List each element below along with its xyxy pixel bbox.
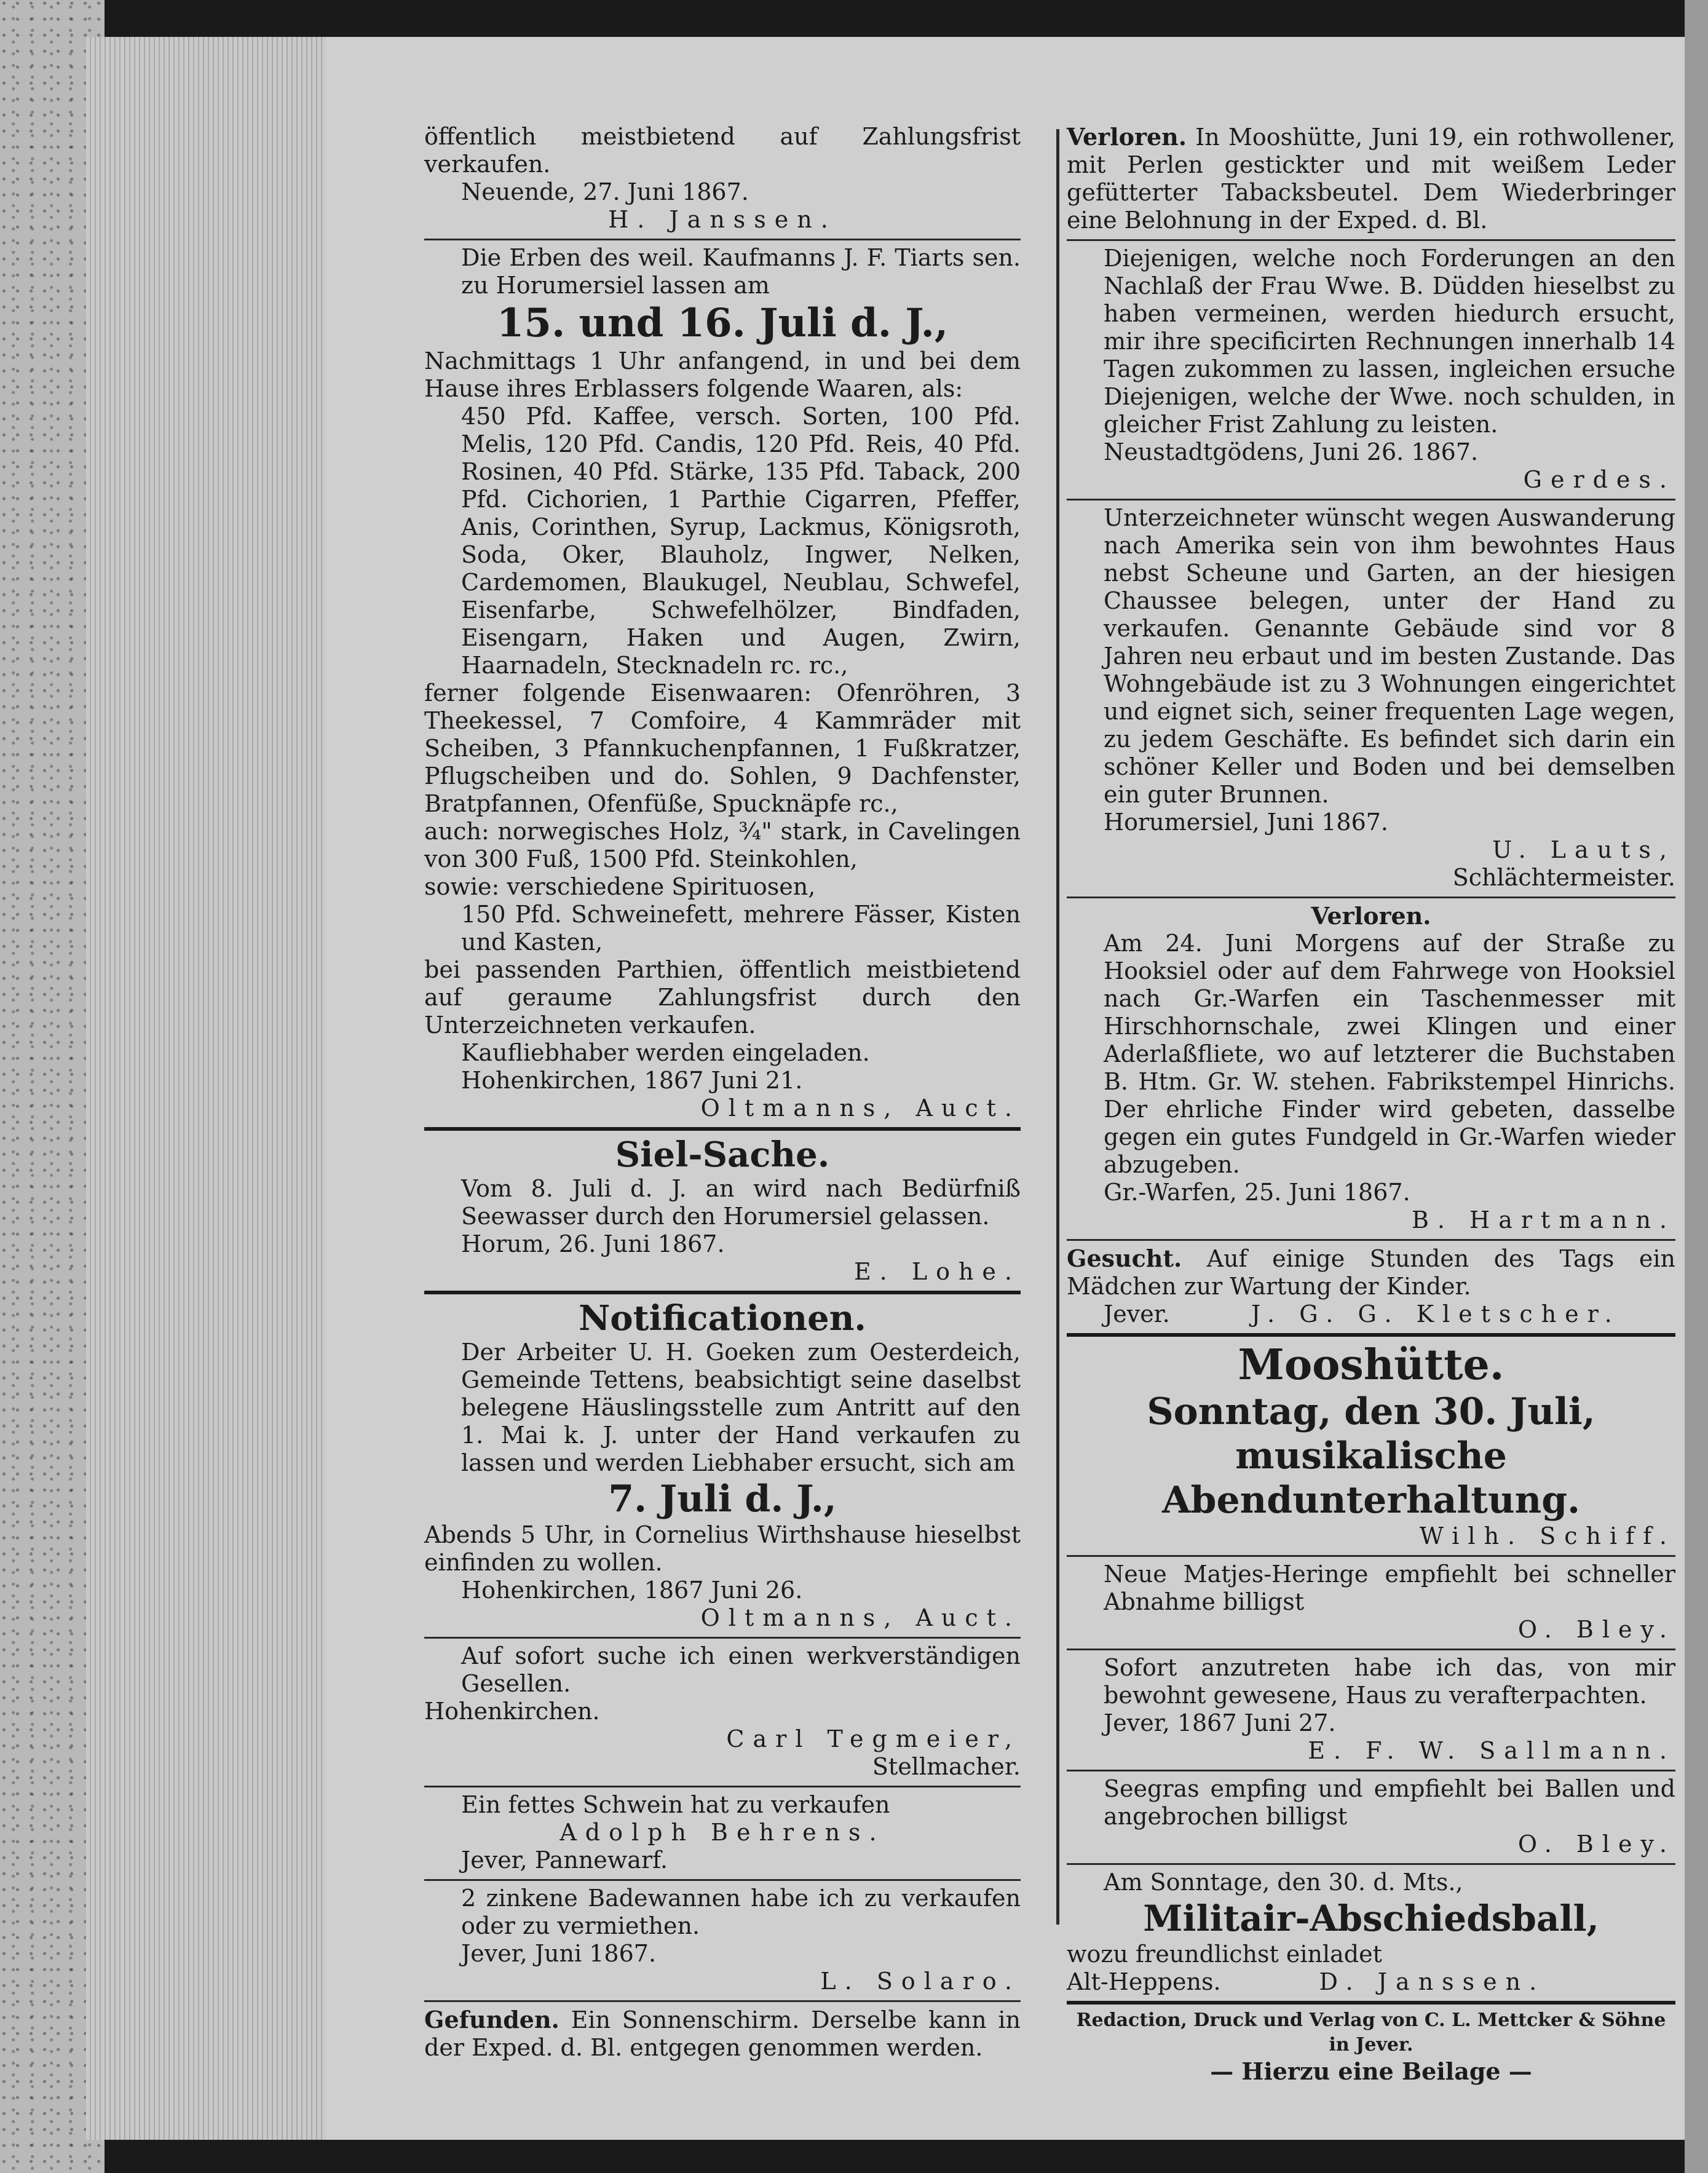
left-column bbox=[424, 123, 1021, 2062]
separator bbox=[1067, 1333, 1675, 1337]
ad-place: Gr.-Warfen, 25. Juni 1867. bbox=[1104, 1179, 1410, 1206]
ad-text: Diejenigen, welche noch Forderungen an den Nachlaß der Frau Wwe. B. Düdden hieselbst zu haben vermeinen, werden hiedurch ersucht, mir ihre specificirten Rechnungen innerhalb 14 Tagen zukommen zu lassen, ingleichen ersuche Diejenigen, welche der Wwe. noch schulden, in gleicher Frist Zahlung zu leisten. bbox=[1104, 245, 1675, 438]
ad-iron-list: ferner folgende Eisenwaaren: Ofenröhren, 3 Theekessel, 7 Comfoire, 4 Kammräder mit Scheiben, 3 Pfannkuchenpfannen, 1 Fußkratzer, Pflugscheiben und do. Sohlen, 9 Dachfenster, Bratpfannen, Ofenfüße, Spucknäpfe rc., bbox=[424, 679, 1021, 817]
supplement-note: — Hierzu eine Beilage — bbox=[1210, 2057, 1532, 2085]
ad-signature: Oltmanns, Auct. bbox=[700, 1094, 1021, 1122]
ad-text: Auf sofort suche ich einen werkverständigen Gesellen. bbox=[461, 1642, 1021, 1697]
ad-place: Jever, Pannewarf. bbox=[461, 1846, 668, 1874]
ad-text: Auf einige Stunden des Tags ein Mädchen zur Wartung der Kinder. bbox=[1067, 1245, 1675, 1300]
separator bbox=[1067, 239, 1675, 241]
ad-text: bei passenden Parthien, öffentlich meistbietend auf geraume Zahlungsfrist durch den Unterzeichneten verkaufen. bbox=[424, 956, 1021, 1039]
ad-signature: D. Janssen. bbox=[1319, 1968, 1546, 1995]
column-divider bbox=[1056, 129, 1059, 1925]
ad-place: Hohenkirchen, 1867 Juni 21. bbox=[461, 1067, 803, 1094]
ad-goods-list: 450 Pfd. Kaffee, versch. Sorten, 100 Pfd. Melis, 120 Pfd. Candis, 120 Pfd. Reis, 40 Pfd. Rosinen, 40 Pfd. Stärke, 135 Pfd. Taback, 200 Pfd. Cichorien, 1 Parthie Cigarren, Pfeffer, Anis, Corinthen, Syrup, Lackmus, Königsroth, Soda, Oker, Blauholz, Ingwer, Nelken, Cardemomen, Blaukugel, Neublau, Schwefel, Eisenfarbe, Schwefelhölzer, Bindfaden, Eisengarn, Haken und Augen, Zwirn, Haarnadeln, Stecknadeln rc. rc., bbox=[461, 403, 1021, 679]
ad-date-headline: 15. und 16. Juli d. J., bbox=[496, 300, 949, 346]
separator bbox=[424, 2000, 1021, 2002]
ad-signature: Gerdes. bbox=[1523, 466, 1675, 493]
separator bbox=[424, 239, 1021, 240]
ad-invite: Kaufliebhaber werden eingeladen. bbox=[461, 1039, 870, 1066]
ad-text: Am Sonntage, den 30. d. Mts., bbox=[1104, 1869, 1463, 1896]
ad-fat-list: 150 Pfd. Schweinefett, mehrere Fässer, Kisten und Kasten, bbox=[461, 901, 1021, 956]
ad-text: Nachmittags 1 Uhr anfangend, in und bei dem Hause ihres Erblassers folgende Waaren, als: bbox=[424, 347, 1021, 402]
ad-text: Ein Sonnenschirm. Derselbe kann in der Exped. d. Bl. entgegen genommen werden. bbox=[424, 2006, 1021, 2061]
ad-signature: Carl Tegmeier, bbox=[726, 1725, 1021, 1752]
ad-text: Abends 5 Uhr, in Cornelius Wirthshause hieselbst einfinden zu wollen. bbox=[424, 1521, 1021, 1576]
section-heading: Notificationen. bbox=[579, 1298, 866, 1339]
ad-signature: Oltmanns, Auct. bbox=[700, 1604, 1021, 1631]
ad-text: öffentlich meistbietend auf Zahlungsfrist verkaufen. bbox=[424, 123, 1021, 178]
ad-signature: U. Lauts, bbox=[1492, 836, 1675, 863]
separator bbox=[1067, 897, 1675, 898]
ad-text: Unterzeichneter wünscht wegen Auswanderung nach Amerika sein von ihm bewohntes Haus nebst Scheune und Garten, an der hiesigen Chaussee belegen, unter der Hand zu verkaufen. Genannte Gebäude sind vor 8 Jahren neu erbaut und im besten Zustande. Das Wohngebäude ist zu 3 Wohnungen eingerichtet und eignet sich, seiner frequenten Lage wegen, zu jedem Geschäfte. Es befindet sich darin ein schöner Keller und Boden und bei demselben ein guter Brunnen. bbox=[1104, 504, 1675, 808]
ad-role: Stellmacher. bbox=[872, 1753, 1021, 1780]
ad-signature: L. Solaro. bbox=[820, 1968, 1021, 1995]
ad-signature: E. F. W. Sallmann. bbox=[1308, 1737, 1675, 1764]
separator bbox=[1067, 1555, 1675, 1557]
right-page-edge bbox=[1685, 0, 1708, 2173]
ad-signature: O. Bley. bbox=[1517, 1616, 1675, 1643]
ad-heading: Gesucht. bbox=[1067, 1245, 1182, 1272]
right-column bbox=[1067, 123, 1675, 2085]
ad-heading: Verloren. bbox=[1311, 902, 1431, 930]
ad-text: Sofort anzutreten habe ich das, von mir bewohnt gewesene, Haus zu verafterpachten. bbox=[1104, 1654, 1675, 1709]
ad-text: Die Erben des weil. Kaufmanns J. F. Tiarts sen. zu Horumersiel lassen am bbox=[461, 244, 1021, 299]
ad-spirits: sowie: verschiedene Spirituosen, bbox=[424, 873, 816, 900]
ad-signature: J. G. G. Kletscher. bbox=[1251, 1300, 1621, 1328]
separator bbox=[1067, 1863, 1675, 1865]
ad-text: Vom 8. Juli d. J. an wird nach Bedürfniß Seewasser durch den Horumersiel gelassen. bbox=[461, 1175, 1021, 1230]
event-date: Sonntag, den 30. Juli, bbox=[1147, 1390, 1595, 1433]
ad-place: Jever. bbox=[1104, 1300, 1170, 1328]
event-name: Militair-Abschiedsball, bbox=[1143, 1898, 1599, 1939]
ad-signature: B. Hartmann. bbox=[1411, 1206, 1675, 1233]
ad-text: Seegras empfing und empfiehlt bei Ballen und angebrochen billigst bbox=[1104, 1775, 1675, 1830]
ad-heading: Verloren. bbox=[1067, 123, 1187, 151]
separator bbox=[1067, 2001, 1675, 2005]
separator bbox=[424, 1291, 1021, 1294]
ad-date-headline: 7. Juli d. J., bbox=[608, 1478, 837, 1521]
ad-text: Am 24. Juni Morgens auf der Straße zu Hooksiel oder auf dem Fahrwege von Hooksiel nach Gr.-Warfen ein Taschenmesser mit Hirschhornschale, zwei Klingen und einer Aderlaßfliete, wo auf letzterer die Buchstaben B. Htm. Gr. W. stehen. Fabrikstempel Hinrichs. Der ehrliche Finder wird gebeten, dasselbe gegen ein gutes Fundgeld in Gr.-Warfen wieder abzugeben. bbox=[1104, 930, 1675, 1178]
separator bbox=[1067, 1239, 1675, 1241]
ad-text: Der Arbeiter U. H. Goeken zum Oesterdeich, Gemeinde Tettens, beabsichtigt seine daselbst belegene Häuslingsstelle zum Antritt auf den 1. Mai k. J. unter der Hand verkaufen zu lassen und werden Liebhaber ersucht, sich am bbox=[461, 1339, 1021, 1476]
ad-place: Jever, Juni 1867. bbox=[461, 1940, 657, 1967]
ad-text: Ein fettes Schwein hat zu verkaufen bbox=[461, 1791, 890, 1818]
ad-place: Hohenkirchen. bbox=[424, 1698, 600, 1725]
ad-wood-list: auch: norwegisches Holz, ¾" stark, in Cavelingen von 300 Fuß, 1500 Pfd. Steinkohlen, bbox=[424, 818, 1021, 873]
ad-place: Neustadtgödens, Juni 26. 1867. bbox=[1104, 438, 1479, 465]
separator bbox=[424, 1879, 1021, 1881]
ad-heading: Gefunden. bbox=[424, 2006, 559, 2033]
separator bbox=[424, 1127, 1021, 1131]
ad-place: Jever, 1867 Juni 27. bbox=[1104, 1709, 1336, 1736]
ad-place: Horum, 26. Juni 1867. bbox=[461, 1230, 725, 1257]
ad-place: Neuende, 27. Juni 1867. bbox=[461, 178, 749, 205]
ad-text: 2 zinkene Badewannen habe ich zu verkaufen oder zu vermiethen. bbox=[461, 1885, 1021, 1939]
ad-signature: Wilh. Schiff. bbox=[1419, 1522, 1675, 1550]
section-heading: Siel-Sache. bbox=[615, 1134, 830, 1175]
ad-signature: H. Janssen. bbox=[608, 206, 837, 233]
ad-text: In Mooshütte, Juni 19, ein rothwollener, mit Perlen gestickter und mit weißem Leder gefütterter Tabacksbeutel. Dem Wiederbringer eine Belohnung in der Exped. d. Bl. bbox=[1067, 124, 1675, 234]
ad-place: Hohenkirchen, 1867 Juni 26. bbox=[461, 1577, 803, 1604]
event-title: Mooshütte. bbox=[1238, 1340, 1504, 1390]
ad-text: wozu freundlichst einladet bbox=[1067, 1941, 1382, 1968]
separator bbox=[1067, 1649, 1675, 1650]
separator bbox=[1067, 1770, 1675, 1771]
imprint: Redaction, Druck und Verlag von C. L. Mettcker & Söhne in Jever. bbox=[1076, 2009, 1666, 2056]
ad-signature: Adolph Behrens. bbox=[559, 1819, 885, 1846]
ad-place: Alt-Heppens. bbox=[1067, 1968, 1221, 1995]
separator bbox=[424, 1786, 1021, 1787]
page-stack bbox=[86, 37, 332, 2140]
separator bbox=[424, 1637, 1021, 1639]
ad-place: Horumersiel, Juni 1867. bbox=[1104, 809, 1388, 836]
ad-signature: O. Bley. bbox=[1517, 1831, 1675, 1858]
ad-role: Schlächtermeister. bbox=[1452, 864, 1675, 891]
ad-text: Neue Matjes-Heringe empfiehlt bei schneller Abnahme billigst bbox=[1104, 1561, 1675, 1615]
separator bbox=[1067, 499, 1675, 501]
ad-signature: E. Lohe. bbox=[853, 1258, 1021, 1285]
event-name: musikalische Abendunterhaltung. bbox=[1161, 1435, 1581, 1522]
